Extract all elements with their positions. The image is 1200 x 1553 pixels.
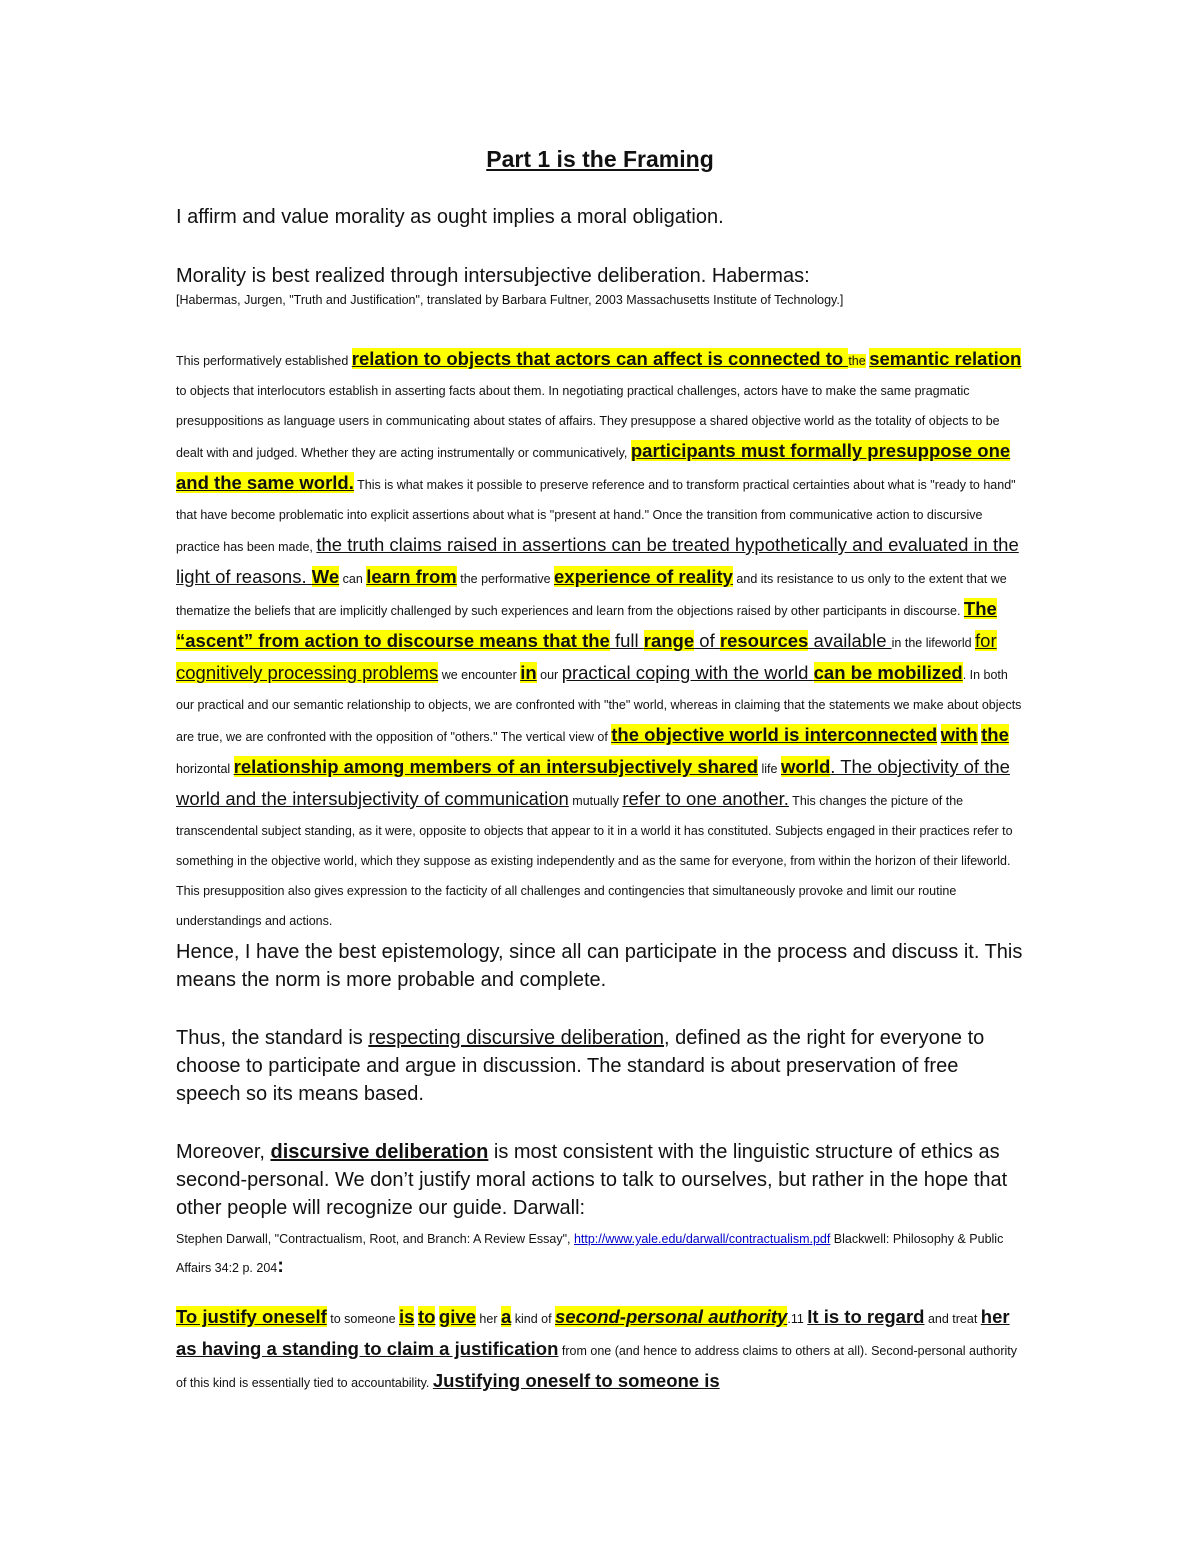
card-text-run: This is what makes it possible to preserve reference and to transform practical certainties about what is "ready to hand" that have become problematic into explicit assertions about what is "present at hand." Once the transition from communicative action to discursive practice has been made,: [176, 478, 1016, 554]
card-text-run: This changes the picture of the transcendental subject standing, as it were, opposite to objects that appear to it in a world it has constituted. Subjects engaged in their practices refer to something in the objective world, which they suppose as existing independently and as the same for everyone, from within the horizon of their lifeworld. This presupposition also gives expression to the facticity of all challenges and contingencies that simultaneously provoke and limit our routine understandings and actions.: [176, 794, 1013, 928]
standard-underlined: respecting discursive deliberation: [368, 1027, 665, 1049]
page-title: Part 1 is the Framing: [486, 146, 714, 172]
card-text-run: world: [780, 756, 831, 777]
card-text-run: and treat: [924, 1312, 981, 1326]
card-text-run: refer to one another.: [622, 788, 789, 809]
card-text-run: a: [500, 1306, 512, 1327]
card-text-run: the performative: [456, 572, 555, 586]
card-text-run: we encounter: [438, 668, 521, 682]
citation-habermas: [Habermas, Jurgen, "Truth and Justification", translated by Barbara Fultner, 2003 Massachusetts Institute of Technology.]: [176, 293, 844, 307]
card-text-run: her: [475, 1312, 501, 1326]
card-text-run: to: [417, 1306, 436, 1327]
card-text-run: available: [808, 630, 892, 651]
card-text-run: of: [694, 630, 720, 651]
card-text-run: range: [643, 630, 695, 651]
card-text-run: for cognitively processing problems: [176, 630, 997, 683]
card-text-run: mutually: [568, 794, 623, 808]
card-text-run: Justifying oneself to someone is: [432, 1370, 720, 1391]
card-text-run: relationship among members of an intersubjectively shared: [233, 756, 759, 777]
card-text-run: horizontal: [176, 762, 234, 776]
card-text-run: in: [520, 662, 537, 683]
card-text-run: relation to objects that actors can affect is connected to: [351, 348, 849, 369]
paragraph-standard: [176, 1024, 1026, 1108]
darwall-cite-lead: Stephen Darwall, "Contractualism, Root, and Branch: A Review Essay",: [176, 1232, 574, 1246]
card-text-run: her as having a standing to claim a justification: [176, 1306, 1010, 1359]
card-text-run: give: [438, 1306, 476, 1327]
card-text-run: To justify oneself: [176, 1306, 327, 1327]
card-text-run: is: [399, 1306, 415, 1327]
standard-lead-text: Thus, the standard is: [176, 1027, 369, 1049]
card-text-run: life: [758, 762, 781, 776]
card-text-run: the truth claims raised in assertions can be treated hypothetically and evaluated in the light of reasons.: [176, 534, 1019, 587]
moreover-lead-text: Moreover,: [176, 1141, 271, 1163]
moreover-underlined: discursive deliberation: [270, 1141, 489, 1163]
card-text-run: and its resistance to us only to the extent that we thematize the beliefs that are implicitly challenged by such experiences and learn from the objections raised by other participants in discourse.: [176, 572, 1007, 618]
card-text-run: The “ascent” from action to discourse means that the: [176, 598, 997, 651]
card-text-run: second-personal authority: [555, 1306, 788, 1327]
card-text-run: with: [940, 724, 978, 745]
card-text-run: can: [339, 572, 367, 586]
card-text-run: the: [848, 354, 866, 368]
card-text-run: We: [311, 566, 340, 587]
card-text-run: learn from: [366, 566, 457, 587]
darwall-link[interactable]: http://www.yale.edu/darwall/contractualism.pdf: [573, 1232, 831, 1246]
card-text-run: the objective world is interconnected: [611, 724, 938, 745]
card-text-run: resources: [719, 630, 809, 651]
card-text-run: semantic relation: [869, 348, 1022, 369]
card-text-run: It is to regard: [807, 1306, 925, 1327]
card-text-run: from one (and hence to address claims to others at all). Second-personal authority of this kind is essentially tied to accountability.: [176, 1344, 1017, 1390]
card-text-run: to objects that interlocutors establish in asserting facts about them. In negotiating practical challenges, actors have to make the same pragmatic presuppositions as language users in communicating about states of affairs. They presuppose a shared objective world as the totality of objects to be dealt with and judged. Whether they are acting instrumentally or communicatively,: [176, 384, 1000, 460]
card-text-run: .11: [787, 1312, 808, 1326]
darwall-cite-tail: Blackwell: Philosophy & Public Affairs 34:2 p. 204: [176, 1232, 1004, 1275]
card-text-run: experience of reality: [554, 566, 733, 587]
paragraph-epistemology: Hence, I have the best epistemology, since all can participate in the process and discuss it. This means the norm is more probable and complete.: [176, 941, 1023, 991]
card-text-run: full: [609, 630, 644, 651]
darwall-colon: :: [277, 1255, 284, 1277]
card-text-run: to someone: [326, 1312, 400, 1326]
card-text-run: participants must formally presuppose one and the same world.: [176, 440, 1011, 493]
card-text-run: in the lifeworld: [891, 636, 976, 650]
card-text-run: This performatively established: [176, 354, 352, 368]
card-text-run: our: [536, 668, 562, 682]
moreover-tail-text: is most consistent with the linguistic structure of ethics as second-personal. We don’t justify moral actions to talk to ourselves, but rather in the hope that other people will recognize our guide. Darwall:: [176, 1141, 1008, 1219]
evidence-card-habermas: [176, 344, 1026, 936]
evidence-card-darwall: [176, 1302, 1026, 1398]
card-text-run: . The objectivity of the world and the intersubjectivity of communication: [176, 756, 1010, 809]
card-text-run: can be mobilized: [813, 662, 963, 683]
card-text-run: the: [981, 724, 1009, 745]
paragraph-morality: Morality is best realized through intersubjective deliberation. Habermas:: [176, 265, 810, 287]
card-text-run: . In both our practical and our semantic relationship to objects, we are confronted with "the" world, whereas in claiming that the statements we make about objects are true, we are confronted with the opposition of "others." The vertical view of: [176, 668, 1022, 744]
card-text-run: practical coping with the world: [561, 662, 814, 683]
citation-darwall: [176, 1226, 1026, 1282]
card-text-run: kind of: [511, 1312, 556, 1326]
paragraph-moreover: [176, 1138, 1026, 1222]
standard-tail-text: , defined as the right for everyone to choose to participate and argue in discussion. The standard is about preservation of free speech so its means based.: [176, 1027, 985, 1105]
paragraph-affirm: I affirm and value morality as ought implies a moral obligation.: [176, 206, 724, 228]
